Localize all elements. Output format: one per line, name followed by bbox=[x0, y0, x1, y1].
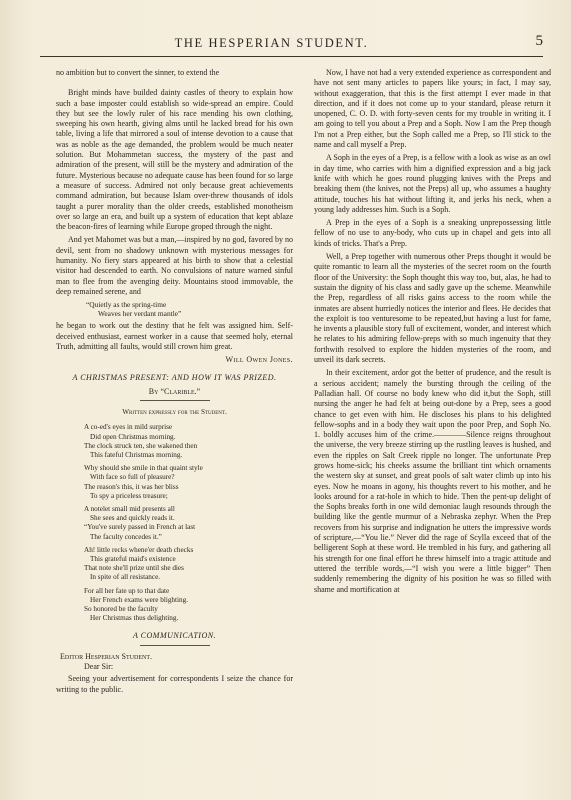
author-signature: Will Owen Jones. bbox=[225, 355, 293, 365]
poem bbox=[84, 423, 293, 623]
poem-line: The reason's this, it was her bliss bbox=[84, 482, 179, 491]
poem-line: Did open Christmas morning. bbox=[90, 432, 176, 441]
poem-title: A CHRISTMAS PRESENT: AND HOW IT WAS PRIZED. bbox=[72, 373, 277, 383]
paragraph: Bright minds have builded dainty castles of theory to explain how such a base imposter could establish so wide-spread an empire. Could they but see the lowly ruler of his race mending his own clothing, sweeping his own hearth, giving alms until he lacked bread for his own table, living a life that mirrored a soul of intense devotion to a cause that was as noble as the age demanded, the problem would be much neater solution. But Mohammetan success, the mystery of the past and admiration of the present, will still be the mystery and admiration of the future. Mysterious because no adequate cause has been found for so large a measure of success. Admired not only because great achievements command admiration, but because Islam over-threw thousands of idols taught a purer morality than the older creeds, established monotheism over so large an era, and built up a system of education that kept ablaze the beacon-fires of learning while Europe groped through the night. bbox=[56, 88, 293, 232]
quote-line: Weaves her verdant mantle” bbox=[98, 309, 182, 319]
paragraph: In their excitement, ardor got the better of prudence, and the result is a serious accident; namely the bursting through the ceiling of the Palladian hall. Of course no body knew who did it,but the Soph, still nursing the anger he had felt at being out-done by a Prep, sees a good chance to get even with him. He discloses his plans to his delighted fellow-sophs and in a body they wait upon the poor Prep, and Soph No. 1. boldly accuses him of the crime.————Silence reigns throughout the universe, the very breeze stirring up the rustling leaves is hushed, and even the ripples on Salt Creek ripple no longer. The unfortunate Prep grows home-sick; his cheeks assume the brilliant tint which ornaments the western sky at sunset, and great pools of salt water climb up into his eyes. Now he moans in agony, his thoughts revert to his mother, and he looks around for a rat-hole in which to hide. Then the pent-up delight of the Sophs breaks forth in one wild demoniac laugh resounds through the building like the gentle murmur of a Nebraska zephyr. When the Prep recovers from his surprise and indignation he utters the impressive words of scripture,—“You lie.” Never did the rage of Scylla exceed that of the belligerent Soph at these word. He trembled in his fury, and gathering all his strength for one final effort he threw himself into a tragic attitude and uttered the terrible words,—“I wish you were a little bigger” Then suddenly remembering the dignity of his position he was so filled with shame and mortification at bbox=[314, 368, 551, 594]
communication-title: A COMMUNICATION. bbox=[132, 631, 217, 641]
paragraph: he began to work out the destiny that he felt was assigned him. Self-deceived enthusiast, earnest worker in a cause that seemed holy, eternal Truth, admitting all faults, would still crown him great. bbox=[56, 321, 293, 351]
poem-line: That note she'll prize until she dies bbox=[84, 564, 184, 573]
page-header bbox=[40, 34, 543, 57]
poem-line: Why should she smile in that quaint style bbox=[84, 464, 203, 473]
poem-line: Her Christmas thus delighting. bbox=[90, 614, 179, 623]
stanza bbox=[84, 505, 293, 542]
poem-line: The faculty concedes it.” bbox=[90, 532, 162, 541]
poem-line: A co-ed's eyes in mild surprise bbox=[84, 423, 173, 432]
paragraph: And yet Mahomet was but a man,—inspired by no god, favored by no devil, sent from no shadowy unknown with mysterious messages for humanity. No fiery stars appeared at his birth to show that a celestial visitor had descended to earth. No convulsions of nature warned sinful man to flee from the avenging deity. Mountains stood immovable, the deep remained serene, and bbox=[56, 235, 293, 296]
poem-line: Her French exams were blighting. bbox=[90, 595, 188, 604]
running-title: THE HESPERIAN STUDENT. bbox=[174, 36, 369, 50]
poem-line: To spy a priceless treasure; bbox=[90, 491, 168, 500]
stanza bbox=[84, 587, 293, 624]
quotation bbox=[86, 300, 293, 318]
letter-salutation: Editor Hesperian Student. bbox=[60, 651, 152, 661]
stanza bbox=[84, 423, 293, 460]
poem-line: In spite of all resistance. bbox=[90, 573, 161, 582]
divider bbox=[140, 645, 210, 646]
poem-line: The clock struck ten, she wakened then bbox=[84, 441, 198, 450]
poem-line: For all her fate up to that date bbox=[84, 586, 170, 595]
poem-line: This grateful maid's existence bbox=[90, 554, 176, 563]
quote-line: “Quietly as the spring-time bbox=[86, 300, 167, 310]
poem-byline: By “Clarible.” bbox=[148, 386, 201, 396]
paragraph: A Soph in the eyes of a Prep, is a fellow with a look as wise as an owl in day time, who carries with him a dignified expression and a big jack knife with which he goes round plugging knives with the Preps and breaking them (the knives, not the Preps) all up, who assumes a haughty attitude, touches his hat without lifting it, and jerks his neck, when a young lady addresses him. Such is a Soph. bbox=[314, 153, 551, 214]
paragraph: A Prep in the eyes of a Soph is a sneaking unprepossessing little fellow of no use to any-body, who cuts up in chapel and gets into all kinds of tricks. That's a Prep. bbox=[314, 218, 551, 248]
left-column bbox=[56, 68, 293, 698]
stanza bbox=[84, 464, 293, 501]
letter-greeting: Dear Sir: bbox=[84, 661, 114, 671]
page-number: 5 bbox=[535, 33, 543, 49]
poem-line: A notelet small mid presents all bbox=[84, 504, 175, 513]
written-for-note: Written expressly for the Student. bbox=[122, 408, 227, 417]
poem-line: Ah! little recks whene'er death checks bbox=[84, 545, 194, 554]
paragraph: no ambition but to convert the sinner, to extend the bbox=[56, 68, 220, 77]
poem-line: So honored be the faculty bbox=[84, 604, 158, 613]
paragraph: Well, a Prep together with numerous other Preps thought it would be quite romantic to learn all the mysteries of the secret room on the fourth floor of the University: the Soph thought this way too, but, alas, he had to sustain the dignity of his class and sadly gave up the scheme. Meanwhile the Prep, regardless of all risks gains access to the room while the inmates are absent hurriedly notices the interior and flees. He decides that the exploit is too venturesome to be repeated,but having a lust for fame, he invents a plausible story full of excitement, wonder, and interest which he relates to his admiring fellow-preps with so much ingenuity that they forthwith resolved to explore the hidden mysteries of the room, and unveil its dark secrets. bbox=[314, 252, 551, 365]
poem-line: “You've surely passed in French at last bbox=[84, 523, 196, 532]
paragraph: Now, I have not had a very extended experience as correspondent and have not sent many articles to papers like yours; in fact, I may say, without exaggeration, that this is the first attempt I ever made in that direction, and if it does not come up to your standard, please return it unopened, C. O. D. with forty-seven cents for my trouble in writing it. I am going to tell you about a Prep and a Soph. Now I am the Prep though I'm not a Prep either, but the Soph called me a Prep, so I'll stick to the name and call myself a Prep. bbox=[314, 68, 551, 150]
divider bbox=[140, 400, 210, 401]
poem-line: This fateful Christmas morning. bbox=[90, 450, 183, 459]
paragraph: Seeing your advertisement for correspondents I seize the chance for writing to the public. bbox=[56, 674, 293, 694]
right-column bbox=[314, 68, 551, 598]
poem-line: With face so full of pleasure? bbox=[90, 473, 175, 482]
stanza bbox=[84, 546, 293, 583]
poem-line: She sees and quickly reads it. bbox=[90, 514, 175, 523]
